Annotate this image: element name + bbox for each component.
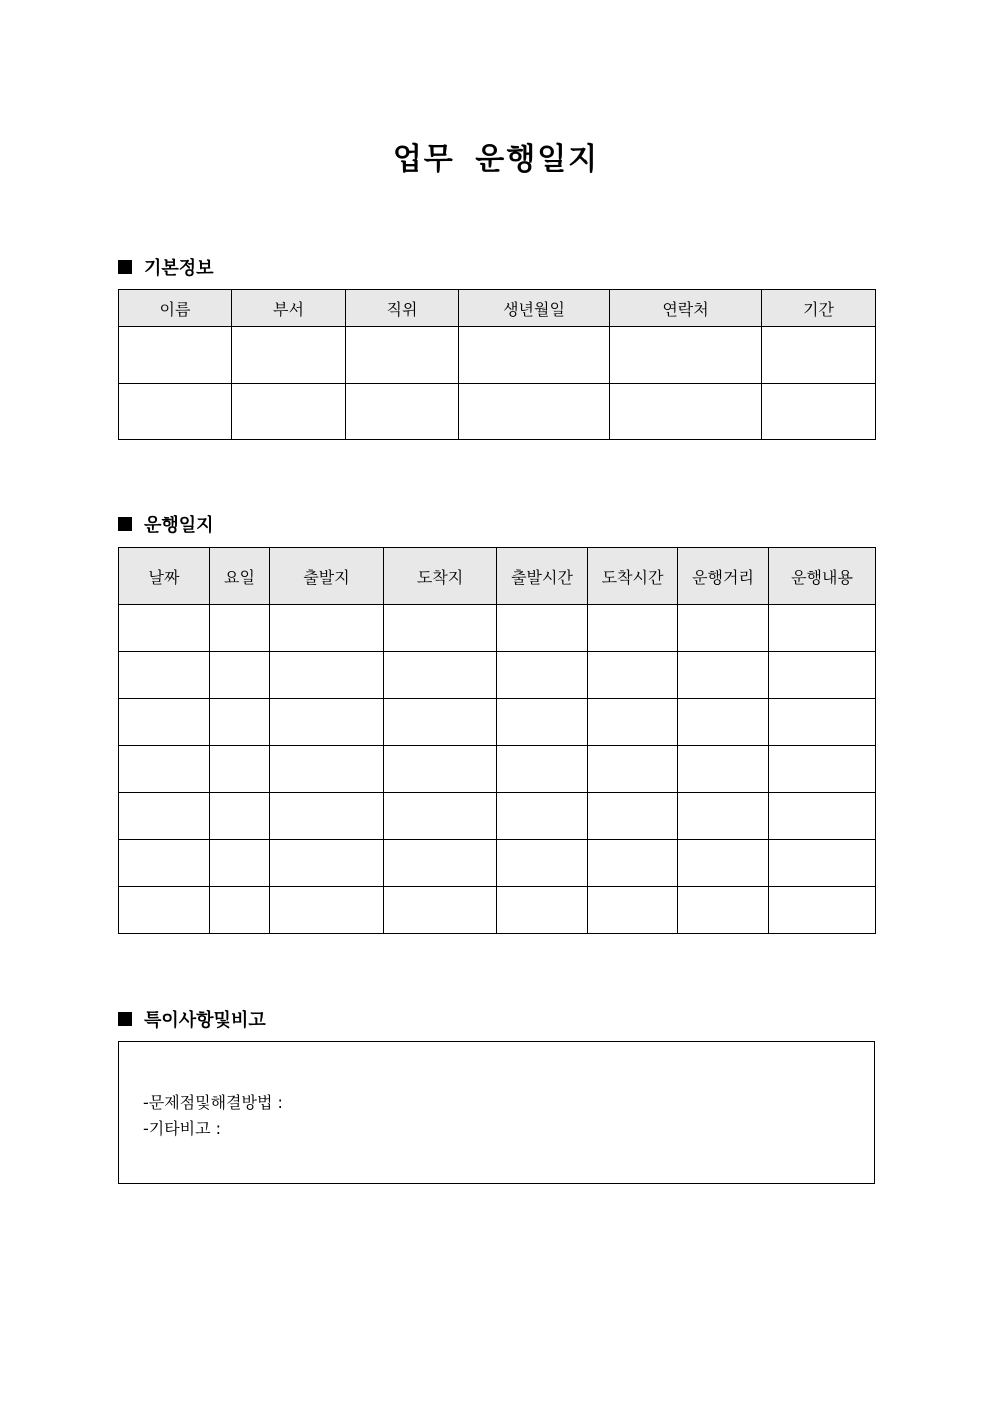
- table-row: [119, 793, 876, 840]
- table-cell[interactable]: [119, 327, 232, 384]
- table-cell[interactable]: [119, 652, 210, 699]
- table-cell[interactable]: [497, 746, 588, 793]
- table-cell[interactable]: [762, 327, 876, 384]
- table-cell[interactable]: [270, 793, 384, 840]
- table-cell[interactable]: [384, 793, 497, 840]
- basic-info-header-row: [119, 290, 876, 327]
- table-cell[interactable]: [497, 793, 588, 840]
- table-cell[interactable]: [678, 652, 769, 699]
- table-cell[interactable]: [384, 840, 497, 887]
- drive-log-heading-label: 운행일지: [144, 515, 214, 536]
- table-cell[interactable]: [769, 699, 876, 746]
- table-row: [119, 327, 876, 384]
- table-cell[interactable]: [588, 793, 678, 840]
- table-cell[interactable]: [384, 746, 497, 793]
- table-cell[interactable]: [210, 652, 270, 699]
- square-bullet-icon: [118, 260, 132, 274]
- table-cell[interactable]: [678, 746, 769, 793]
- table-cell[interactable]: [270, 605, 384, 652]
- remarks-heading: [118, 1006, 266, 1032]
- table-cell[interactable]: [210, 746, 270, 793]
- table-cell[interactable]: [119, 605, 210, 652]
- column-header-position: 직위: [346, 290, 459, 327]
- table-cell[interactable]: [119, 887, 210, 934]
- table-cell[interactable]: [210, 887, 270, 934]
- table-cell[interactable]: [497, 652, 588, 699]
- table-cell[interactable]: [769, 605, 876, 652]
- table-cell[interactable]: [769, 887, 876, 934]
- table-cell[interactable]: [769, 652, 876, 699]
- other-remarks-label: -기타비고 :: [143, 1119, 222, 1138]
- table-cell[interactable]: [459, 327, 610, 384]
- table-cell[interactable]: [346, 327, 459, 384]
- table-cell[interactable]: [210, 605, 270, 652]
- column-header-name: 이름: [119, 290, 232, 327]
- table-cell[interactable]: [210, 840, 270, 887]
- basic-info-heading-label: 기본정보: [144, 258, 214, 279]
- table-cell[interactable]: [497, 887, 588, 934]
- column-header-period: 기간: [762, 290, 876, 327]
- table-cell[interactable]: [588, 605, 678, 652]
- table-cell[interactable]: [270, 652, 384, 699]
- table-cell[interactable]: [588, 887, 678, 934]
- table-cell[interactable]: [119, 699, 210, 746]
- column-header-details: 운행내용: [769, 548, 876, 605]
- table-cell[interactable]: [769, 840, 876, 887]
- square-bullet-icon: [118, 517, 132, 531]
- column-header-birthdate: 생년월일: [459, 290, 610, 327]
- basic-info-heading: [118, 254, 214, 280]
- table-cell[interactable]: [232, 384, 346, 440]
- table-cell[interactable]: [678, 699, 769, 746]
- table-cell[interactable]: [232, 327, 346, 384]
- table-cell[interactable]: [270, 840, 384, 887]
- table-cell[interactable]: [610, 327, 762, 384]
- table-cell[interactable]: [119, 840, 210, 887]
- table-cell[interactable]: [610, 384, 762, 440]
- column-header-distance: 운행거리: [678, 548, 769, 605]
- drive-log-header-row: [119, 548, 876, 605]
- table-cell[interactable]: [588, 699, 678, 746]
- table-row: [119, 840, 876, 887]
- table-cell[interactable]: [384, 652, 497, 699]
- column-header-weekday: 요일: [210, 548, 270, 605]
- table-cell[interactable]: [119, 384, 232, 440]
- table-row: [119, 746, 876, 793]
- table-row: [119, 699, 876, 746]
- table-cell[interactable]: [346, 384, 459, 440]
- table-row: [119, 384, 876, 440]
- table-row: [119, 887, 876, 934]
- table-cell[interactable]: [497, 840, 588, 887]
- column-header-arrival: 도착지: [384, 548, 497, 605]
- table-cell[interactable]: [270, 887, 384, 934]
- problem-solution-label: -문제점및해결방법 :: [143, 1093, 283, 1112]
- column-header-department: 부서: [232, 290, 346, 327]
- table-cell[interactable]: [384, 699, 497, 746]
- table-cell[interactable]: [210, 699, 270, 746]
- basic-info-table: [118, 289, 876, 440]
- table-cell[interactable]: [678, 793, 769, 840]
- table-cell[interactable]: [769, 793, 876, 840]
- table-cell[interactable]: [384, 887, 497, 934]
- table-cell[interactable]: [588, 746, 678, 793]
- drive-log-heading: [118, 511, 214, 537]
- table-cell[interactable]: [497, 605, 588, 652]
- table-cell[interactable]: [678, 840, 769, 887]
- table-row: [119, 652, 876, 699]
- table-cell[interactable]: [588, 840, 678, 887]
- column-header-departure: 출발지: [270, 548, 384, 605]
- page-title: 업무 운행일지: [392, 142, 600, 177]
- table-row: [119, 605, 876, 652]
- remarks-heading-label: 특이사항및비고: [144, 1010, 266, 1031]
- table-cell[interactable]: [762, 384, 876, 440]
- column-header-departure-time: 출발시간: [497, 548, 588, 605]
- table-cell[interactable]: [459, 384, 610, 440]
- table-cell[interactable]: [270, 746, 384, 793]
- column-header-date: 날짜: [119, 548, 210, 605]
- drive-log-table: [118, 547, 876, 934]
- table-cell[interactable]: [588, 652, 678, 699]
- table-cell[interactable]: [769, 746, 876, 793]
- table-cell[interactable]: [270, 699, 384, 746]
- table-cell[interactable]: [678, 887, 769, 934]
- column-header-contact: 연락처: [610, 290, 762, 327]
- table-cell[interactable]: [119, 793, 210, 840]
- square-bullet-icon: [118, 1012, 132, 1026]
- table-cell[interactable]: [210, 793, 270, 840]
- table-cell[interactable]: [497, 699, 588, 746]
- remarks-box[interactable]: [118, 1041, 875, 1184]
- table-cell[interactable]: [678, 605, 769, 652]
- table-cell[interactable]: [384, 605, 497, 652]
- column-header-arrival-time: 도착시간: [588, 548, 678, 605]
- table-cell[interactable]: [119, 746, 210, 793]
